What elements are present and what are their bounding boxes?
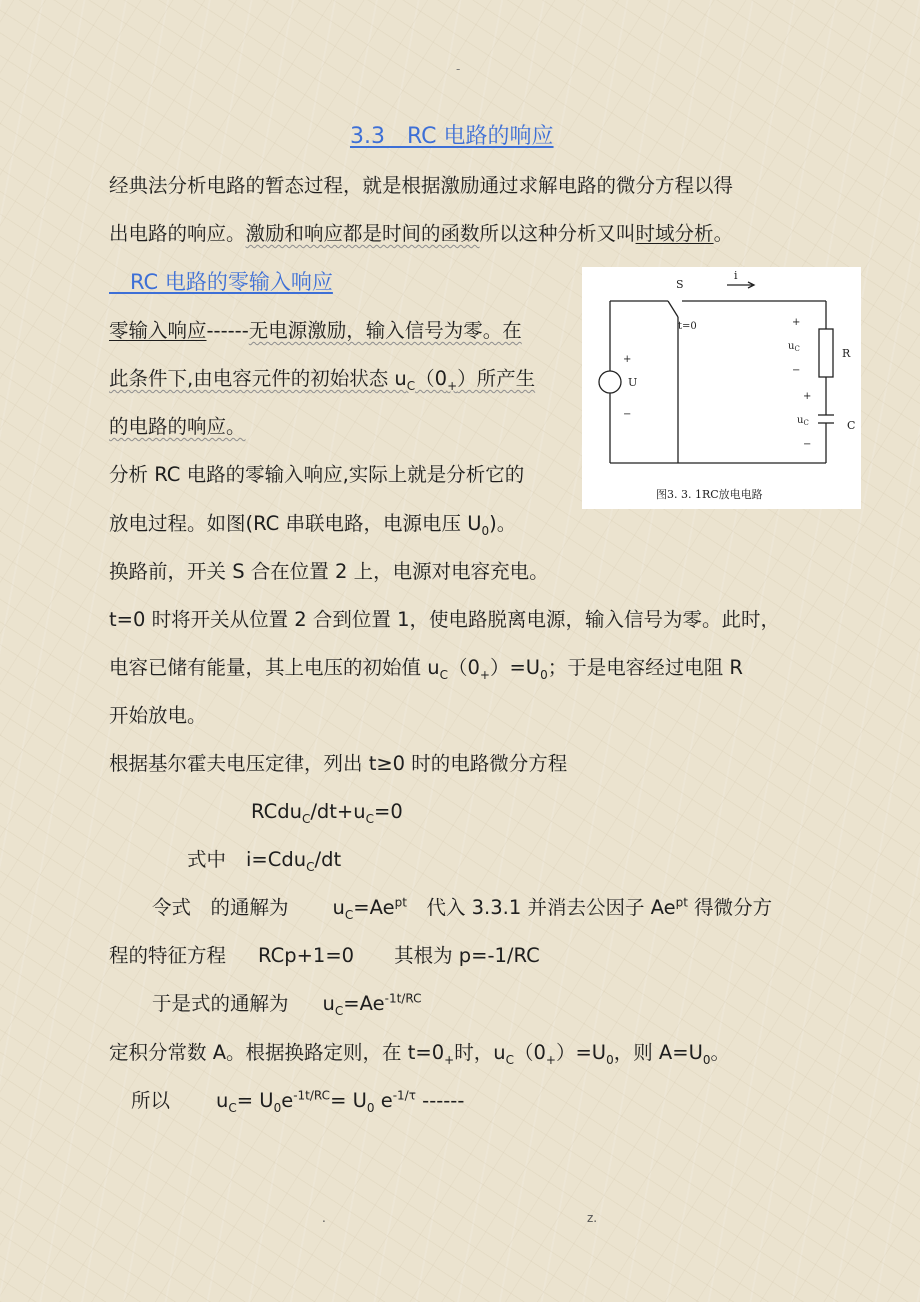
c-plus: + xyxy=(803,391,812,402)
equation-7 xyxy=(131,1088,465,1115)
zero-input-term: 零输入响应 xyxy=(109,319,207,342)
text: u xyxy=(332,896,345,919)
text: 所以 xyxy=(131,1089,171,1112)
intro-period: 。 xyxy=(713,222,734,245)
header-mark: - xyxy=(456,62,461,76)
text: ；于是电容经过电阻 R xyxy=(547,656,743,679)
label-s: S xyxy=(676,278,684,291)
kvl-line: 根据基尔霍夫电压定律，列出 t≥0 时的电路微分方程 xyxy=(109,752,568,775)
sub: C xyxy=(306,859,315,874)
text: ）=U xyxy=(555,1041,607,1064)
before-switch: 换路前，开关 S 合在位置 2 上，电源对电容充电。 xyxy=(109,560,549,583)
text: 时，u xyxy=(454,1041,506,1064)
label-r: R xyxy=(842,347,851,360)
intro-text: 出电路的响应。 xyxy=(109,222,246,245)
uc-sub: C xyxy=(803,419,809,427)
text: 定积分常数 A。根据换路定则，在 t=0 xyxy=(109,1041,445,1064)
time-domain-term: 时域分析 xyxy=(635,222,714,245)
r-minus: − xyxy=(792,365,801,376)
text: u xyxy=(322,992,335,1015)
sub: 0 xyxy=(273,1100,282,1115)
sub: + xyxy=(479,667,490,682)
sub: + xyxy=(444,1052,455,1067)
sup: -1/τ xyxy=(392,1088,416,1103)
text: ）=U xyxy=(489,656,541,679)
footer-left: . xyxy=(322,1211,326,1225)
zero-input-def: 无电源激励，输入信号为零。在 xyxy=(248,319,522,342)
sub: + xyxy=(447,378,458,393)
analysis-line-1: 分析 RC 电路的零输入响应,实际上就是分析它的 xyxy=(109,463,525,486)
text: u xyxy=(216,1089,229,1112)
sub: C xyxy=(301,811,311,826)
t0-line-2 xyxy=(109,656,743,682)
sub: C xyxy=(228,1100,237,1115)
equation-3 xyxy=(152,895,773,922)
sub: C xyxy=(505,1052,514,1067)
uc-main: u xyxy=(797,415,804,426)
text: 式中 xyxy=(187,848,227,871)
label-c: C xyxy=(847,419,856,432)
text: e xyxy=(281,1089,294,1112)
text: 放电过程。如图(RC 串联电路，电源电压 U xyxy=(109,512,482,535)
label-t0: t=0 xyxy=(678,321,697,332)
section-heading: RC 电路的零输入响应 xyxy=(109,270,333,294)
intro-line-2 xyxy=(109,224,733,244)
sup: -1t/RC xyxy=(293,1088,331,1103)
text: 令式 的通解为 xyxy=(152,896,289,919)
equation-6 xyxy=(109,1041,731,1067)
r-plus: + xyxy=(792,317,801,328)
text: （0 xyxy=(415,367,448,390)
text: )。 xyxy=(489,512,517,535)
source-minus: − xyxy=(623,409,632,420)
text: 于是式的通解为 xyxy=(152,992,289,1015)
sup: pt xyxy=(675,895,688,910)
sub: 0 xyxy=(702,1052,711,1067)
text: 程的特征方程 xyxy=(109,944,227,967)
text: （0 xyxy=(447,656,480,679)
sub: C xyxy=(334,1003,344,1018)
page-title: 3.3 RC 电路的响应 xyxy=(350,124,554,149)
zero-input-line-1 xyxy=(109,321,522,341)
footer-right: z. xyxy=(587,1211,598,1225)
figure-caption: 图3. 3. 1RC放电电路 xyxy=(656,488,763,501)
c-minus: − xyxy=(803,439,812,450)
analysis-line-2 xyxy=(109,512,517,538)
sub: 0 xyxy=(481,523,490,538)
text: ------ xyxy=(415,1089,465,1112)
ur-sub: C xyxy=(794,345,800,353)
label-ur xyxy=(788,341,800,353)
text: RCdu xyxy=(251,800,302,823)
sub: 0 xyxy=(366,1100,375,1115)
equation-4 xyxy=(109,946,540,966)
text: 代入 3.3.1 并消去公因子 Ae xyxy=(406,896,676,919)
text: /dt+u xyxy=(310,800,366,823)
text: =Ae xyxy=(353,896,395,919)
text: ）所产生 xyxy=(457,367,536,390)
text: e xyxy=(374,1089,393,1112)
sub: C xyxy=(365,811,375,826)
equation-5 xyxy=(152,991,422,1018)
text: i=Cdu xyxy=(246,848,307,871)
intro-text-2: 所以这种分析又叫 xyxy=(479,222,636,245)
zero-input-line-3: 的电路的响应。 xyxy=(109,415,246,438)
equation-1 xyxy=(251,800,403,826)
rc-circuit-figure xyxy=(582,267,861,509)
ur-main: u xyxy=(788,341,795,352)
text: = U xyxy=(236,1089,274,1112)
text: =0 xyxy=(374,800,403,823)
equation-2 xyxy=(187,848,342,874)
t0-line-1: t=0 时将开关从位置 2 合到位置 1，使电路脱离电源，输入信号为零。此时， xyxy=(109,608,780,631)
dashes: ------ xyxy=(206,319,249,342)
text: （0 xyxy=(513,1041,546,1064)
source-plus: + xyxy=(623,354,632,365)
circuit-diagram xyxy=(582,267,861,509)
label-uc xyxy=(797,415,809,427)
t0-line-3: 开始放电。 xyxy=(109,704,207,727)
text: 。 xyxy=(710,1041,731,1064)
sub: C xyxy=(344,907,354,922)
text: 电容已储有能量，其上电压的初始值 u xyxy=(109,656,440,679)
sub: C xyxy=(439,667,448,682)
sub: 0 xyxy=(606,1052,614,1067)
text: 得微分方 xyxy=(687,896,773,919)
text: = U xyxy=(330,1089,367,1112)
text: =Ae xyxy=(343,992,385,1015)
intro-line-1: 经典法分析电路的暂态过程，就是根据激励通过求解电路的微分方程以得 xyxy=(109,174,734,197)
zero-input-line-2 xyxy=(109,367,536,393)
sub: C xyxy=(406,378,416,393)
intro-highlight: 激励和响应都是时间的函数 xyxy=(245,222,480,245)
text: RCp+1=0 xyxy=(258,944,355,967)
text: /dt xyxy=(314,848,342,871)
sub: 0 xyxy=(540,667,548,682)
sup: -1t/RC xyxy=(384,991,422,1006)
text: 此条件下,由电容元件的初始状态 u xyxy=(109,367,407,390)
sub: + xyxy=(545,1052,556,1067)
text: ，则 A=U xyxy=(613,1041,703,1064)
label-i: i xyxy=(734,269,738,282)
sup: pt xyxy=(394,895,407,910)
label-u: U xyxy=(628,376,638,389)
text: 其根为 p=-1/RC xyxy=(394,944,540,967)
